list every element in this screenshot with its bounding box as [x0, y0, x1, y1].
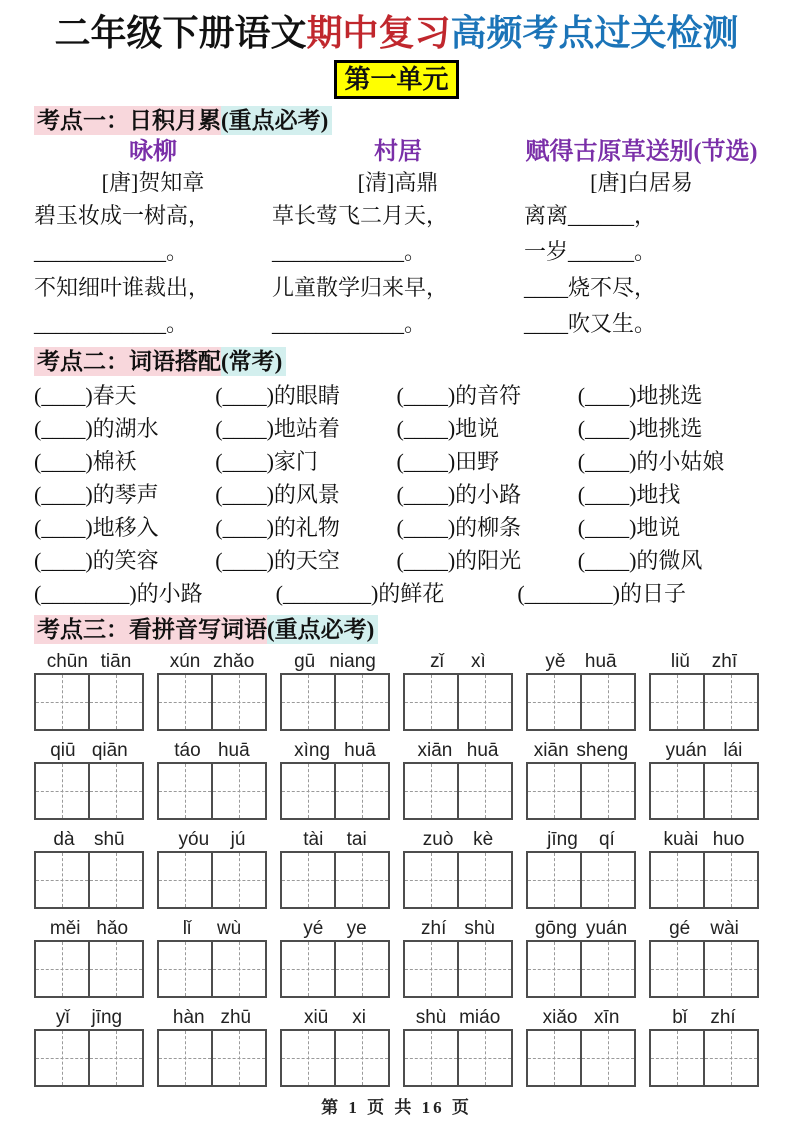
pinyin-item [403, 736, 513, 820]
pinyin-syllable: gū [294, 651, 316, 672]
writing-cell [703, 764, 757, 818]
poem [524, 138, 759, 342]
pinyin-label [403, 914, 513, 940]
writing-cell [651, 1031, 703, 1085]
pinyin-syllable: měi [49, 918, 81, 939]
pinyin-syllable: hàn [172, 1007, 205, 1028]
writing-cell [703, 853, 757, 907]
poem [272, 138, 524, 342]
pinyin-label [157, 825, 267, 851]
pinyin-label [403, 825, 513, 851]
word-item: (____)的笑容 [34, 548, 159, 573]
unit-badge: 第一单元 [334, 60, 458, 99]
page-title [34, 10, 759, 57]
pinyin-label [157, 736, 267, 762]
pinyin-syllable: huā [217, 740, 250, 761]
poem-title: 赋得古原草送别(节选) [525, 139, 758, 165]
pinyin-syllable: yuán [665, 740, 707, 761]
word-item: (____)地说 [577, 515, 681, 540]
writing-cell [36, 764, 88, 818]
writing-cell [36, 942, 88, 996]
pinyin-syllable: bǐ [672, 1007, 688, 1028]
writing-cell [159, 675, 211, 729]
pinyin-item [157, 825, 267, 909]
writing-grid [403, 673, 513, 731]
pinyin-item [157, 914, 267, 998]
pinyin-item [649, 825, 759, 909]
pinyin-label [649, 1003, 759, 1029]
writing-cell [88, 764, 142, 818]
writing-grid [526, 1029, 636, 1087]
poem-line: 碧玉妆成一树高， [34, 203, 211, 228]
poems-section [34, 138, 759, 342]
word-item: (____)的小路 [396, 482, 522, 507]
pinyin-syllable: tai [346, 829, 367, 850]
writing-cell [528, 1031, 580, 1085]
writing-cell [282, 1031, 334, 1085]
poem-line: 儿童散学归来早， [272, 275, 449, 300]
writing-grid [280, 851, 390, 909]
pinyin-syllable: xiān [533, 740, 569, 761]
pinyin-item [649, 647, 759, 731]
pinyin-syllable: zhí [421, 918, 447, 939]
writing-grid [157, 851, 267, 909]
writing-cell [528, 853, 580, 907]
pinyin-syllable: huo [712, 829, 745, 850]
pinyin-syllable: yóu [178, 829, 210, 850]
title-midterm-part: 期中复习 [306, 13, 451, 53]
writing-grid [403, 940, 513, 998]
word-item: (________)的鲜花 [275, 581, 445, 606]
pinyin-item [280, 1003, 390, 1087]
writing-cell [703, 1031, 757, 1085]
pinyin-syllable: zhǎo [213, 651, 255, 672]
pinyin-label [280, 647, 390, 673]
pinyin-item [34, 914, 144, 998]
writing-grid [649, 940, 759, 998]
pinyin-label [403, 1003, 513, 1029]
pinyin-item [649, 736, 759, 820]
writing-grid [280, 1029, 390, 1087]
pinyin-item [280, 914, 390, 998]
pinyin-item [526, 914, 636, 998]
pinyin-syllable: xi [352, 1007, 366, 1028]
writing-cell [405, 675, 457, 729]
word-item: (____)的音符 [396, 383, 522, 408]
pinyin-label [649, 647, 759, 673]
writing-grid [280, 762, 390, 820]
writing-cell [282, 675, 334, 729]
pinyin-syllable: shù [464, 918, 495, 939]
writing-cell [457, 764, 511, 818]
writing-cell [580, 675, 634, 729]
pinyin-item [34, 825, 144, 909]
writing-cell [211, 853, 265, 907]
word-item: (____)春天 [34, 383, 137, 408]
word-row [34, 544, 759, 577]
pinyin-syllable: chūn [46, 651, 88, 672]
pinyin-item [34, 1003, 144, 1087]
word-row [34, 445, 759, 478]
pinyin-syllable: huā [466, 740, 499, 761]
pinyin-label [34, 1003, 144, 1029]
pinyin-syllable: jīng [547, 829, 578, 850]
pinyin-syllable: kè [473, 829, 494, 850]
pinyin-syllable: xún [169, 651, 201, 672]
pinyin-syllable: liǔ [670, 651, 690, 672]
pinyin-syllable: xiǎo [542, 1007, 578, 1028]
word-item: (____)地挑选 [577, 416, 703, 441]
writing-cell [528, 942, 580, 996]
pinyin-syllable: qiū [50, 740, 76, 761]
pinyin-label [34, 736, 144, 762]
pinyin-syllable: gōng [534, 918, 578, 939]
writing-cell [159, 942, 211, 996]
section2-header-tag: (常考) [221, 347, 286, 376]
poem-line: ____烧不尽， [524, 275, 657, 300]
pinyin-item [526, 1003, 636, 1087]
poem-line: 不知细叶谁裁出， [34, 275, 211, 300]
pinyin-syllable: niang [329, 651, 376, 672]
writing-grid [157, 762, 267, 820]
writing-grid [157, 1029, 267, 1087]
pinyin-item [280, 647, 390, 731]
writing-cell [36, 675, 88, 729]
pinyin-syllable: dà [53, 829, 75, 850]
pinyin-item [526, 736, 636, 820]
writing-cell [282, 853, 334, 907]
pinyin-syllable: shū [93, 829, 125, 850]
writing-grid [157, 940, 267, 998]
pinyin-syllable: lái [723, 740, 743, 761]
word-item: (____)田野 [396, 449, 500, 474]
pinyin-item [157, 1003, 267, 1087]
pinyin-item [403, 914, 513, 998]
word-item: (____)的礼物 [215, 515, 340, 540]
pinyin-label [280, 914, 390, 940]
title-exam-part: 高频考点过关检测 [450, 13, 739, 53]
writing-cell [405, 1031, 457, 1085]
writing-grid [280, 673, 390, 731]
pinyin-item [649, 914, 759, 998]
writing-cell [88, 1031, 142, 1085]
writing-cell [36, 853, 88, 907]
writing-grid [649, 762, 759, 820]
section3-header [34, 614, 759, 645]
pinyin-syllable: shù [415, 1007, 447, 1028]
writing-grid [34, 851, 144, 909]
word-item: (____)地移入 [34, 515, 159, 540]
word-row-wide [34, 577, 759, 610]
word-item: (____)地站着 [215, 416, 340, 441]
pinyin-syllable: zhí [710, 1007, 736, 1028]
writing-grid [34, 673, 144, 731]
pinyin-syllable: qiān [91, 740, 128, 761]
unit-badge-row [34, 60, 759, 99]
pinyin-syllable: zhī [711, 651, 738, 672]
writing-cell [457, 675, 511, 729]
pinyin-label [526, 647, 636, 673]
writing-grid [526, 762, 636, 820]
writing-cell [334, 1031, 388, 1085]
section2-header [34, 346, 759, 377]
pinyin-item [526, 825, 636, 909]
section1-header-text: 考点一：日积月累 [34, 106, 221, 135]
pinyin-label [526, 914, 636, 940]
pinyin-syllable: qí [598, 829, 615, 850]
section1-header [34, 105, 759, 136]
pinyin-syllable: yuán [585, 918, 628, 939]
poem-author: [唐]白居易 [590, 170, 693, 195]
writing-cell [580, 942, 634, 996]
writing-grid [526, 851, 636, 909]
word-item: (____)家门 [215, 449, 318, 474]
poem [34, 138, 272, 342]
pinyin-label [280, 1003, 390, 1029]
writing-cell [457, 942, 511, 996]
writing-cell [703, 942, 757, 996]
word-item: (____)的天空 [215, 548, 340, 573]
writing-cell [334, 942, 388, 996]
word-item: (________)的日子 [517, 581, 686, 606]
writing-cell [457, 853, 511, 907]
pinyin-item [280, 825, 390, 909]
pinyin-label [34, 825, 144, 851]
pinyin-syllable: huā [584, 651, 617, 672]
pinyin-item [649, 1003, 759, 1087]
pinyin-syllable: hǎo [96, 918, 129, 939]
pinyin-label [280, 825, 390, 851]
pinyin-item [280, 736, 390, 820]
pinyin-label [403, 647, 513, 673]
writing-grid [280, 940, 390, 998]
word-item: (____)的风景 [215, 482, 340, 507]
pinyin-label [157, 647, 267, 673]
pinyin-label [649, 914, 759, 940]
pinyin-syllable: zhū [220, 1007, 252, 1028]
writing-grid [157, 673, 267, 731]
writing-grid [34, 1029, 144, 1087]
section3-header-text: 考点三：看拼音写词语 [34, 615, 267, 644]
writing-cell [88, 675, 142, 729]
pinyin-syllable: lǐ [182, 918, 192, 939]
pinyin-item [403, 1003, 513, 1087]
writing-cell [88, 853, 142, 907]
word-item: (____)棉袄 [34, 449, 137, 474]
pinyin-syllable: zuò [422, 829, 454, 850]
pinyin-label [34, 647, 144, 673]
word-item: (____)的阳光 [396, 548, 522, 573]
pinyin-label [526, 736, 636, 762]
writing-grid [34, 940, 144, 998]
writing-cell [405, 942, 457, 996]
writing-cell [282, 942, 334, 996]
writing-grid [526, 673, 636, 731]
writing-cell [528, 764, 580, 818]
pinyin-syllable: táo [174, 740, 201, 761]
poem-line: ____________。 [272, 311, 427, 336]
poem-line: ____________。 [34, 239, 189, 264]
pinyin-item [403, 647, 513, 731]
word-item: (____)的琴声 [34, 482, 159, 507]
poem-author: [唐]贺知章 [101, 170, 205, 195]
pinyin-label [280, 736, 390, 762]
writing-cell [211, 942, 265, 996]
pinyin-syllable: xīn [594, 1007, 620, 1028]
pinyin-syllable: ye [346, 918, 367, 939]
poem-author: [清]高鼎 [357, 170, 439, 195]
pinyin-item [157, 647, 267, 731]
pinyin-syllable: tiān [100, 651, 132, 672]
writing-cell [580, 764, 634, 818]
writing-cell [651, 764, 703, 818]
writing-cell [651, 675, 703, 729]
word-row [34, 379, 759, 412]
pinyin-label [157, 1003, 267, 1029]
pinyin-syllable: wù [216, 918, 242, 939]
title-grade-part: 二年级下册语文 [54, 13, 307, 53]
writing-cell [651, 853, 703, 907]
poem-line: ____________。 [34, 311, 189, 336]
section1-header-tag: (重点必考) [221, 106, 332, 135]
writing-cell [580, 1031, 634, 1085]
word-row [34, 412, 759, 445]
word-item: (____)的湖水 [34, 416, 159, 441]
pinyin-syllable: zǐ [430, 651, 444, 672]
pinyin-item [34, 736, 144, 820]
section3-header-tag: (重点必考) [267, 615, 378, 644]
writing-grid [649, 851, 759, 909]
writing-cell [703, 675, 757, 729]
writing-grid [649, 1029, 759, 1087]
pinyin-syllable: yě [545, 651, 566, 672]
pinyin-syllable: miáo [459, 1007, 501, 1028]
word-item: (____)地找 [577, 482, 681, 507]
pinyin-item [526, 647, 636, 731]
pinyin-syllable: jú [230, 829, 246, 850]
word-item: (____)地说 [396, 416, 500, 441]
writing-grid [526, 940, 636, 998]
writing-cell [334, 675, 388, 729]
word-row [34, 511, 759, 544]
word-item: (____)的微风 [577, 548, 703, 573]
pinyin-syllable: gé [669, 918, 691, 939]
pinyin-syllable: tài [303, 829, 324, 850]
writing-cell [211, 675, 265, 729]
poem-line: 离离______， [524, 203, 657, 228]
writing-cell [580, 853, 634, 907]
word-pairing-section [34, 379, 759, 610]
writing-grid [34, 762, 144, 820]
writing-grid [403, 851, 513, 909]
poem-line: 草长莺飞二月天， [272, 203, 449, 228]
pinyin-label [649, 736, 759, 762]
pinyin-syllable: xiū [303, 1007, 329, 1028]
writing-cell [457, 1031, 511, 1085]
writing-cell [405, 764, 457, 818]
writing-grid [403, 1029, 513, 1087]
pinyin-syllable: kuài [663, 829, 699, 850]
writing-cell [88, 942, 142, 996]
writing-cell [211, 1031, 265, 1085]
pinyin-syllable: sheng [576, 740, 629, 761]
pinyin-label [526, 825, 636, 851]
word-item: (____)地挑选 [577, 383, 703, 408]
writing-cell [405, 853, 457, 907]
writing-grid [403, 762, 513, 820]
writing-cell [282, 764, 334, 818]
poem-line: ____________。 [272, 239, 427, 264]
pinyin-label [34, 914, 144, 940]
pinyin-syllable: huā [344, 740, 376, 761]
writing-cell [528, 675, 580, 729]
poem-title: 咏柳 [129, 139, 177, 165]
pinyin-label [526, 1003, 636, 1029]
writing-cell [159, 853, 211, 907]
pinyin-syllable: yé [303, 918, 324, 939]
pinyin-syllable: xìng [294, 740, 331, 761]
writing-cell [211, 764, 265, 818]
section2-header-text: 考点二：词语搭配 [34, 347, 221, 376]
writing-cell [159, 1031, 211, 1085]
writing-grid [649, 673, 759, 731]
poem-line: ____吹又生。 [524, 311, 657, 336]
poem-title: 村居 [374, 139, 422, 165]
word-item: (____)的柳条 [396, 515, 522, 540]
pinyin-label [403, 736, 513, 762]
writing-cell [36, 1031, 88, 1085]
writing-cell [159, 764, 211, 818]
pinyin-syllable: xiān [417, 740, 453, 761]
writing-cell [651, 942, 703, 996]
pinyin-label [157, 914, 267, 940]
pinyin-item [157, 736, 267, 820]
word-row [34, 478, 759, 511]
pinyin-label [649, 825, 759, 851]
pinyin-syllable: wài [710, 918, 739, 939]
page-number: 第 1 页 共 16 页 [321, 1098, 472, 1117]
word-item: (________)的小路 [34, 581, 203, 606]
writing-cell [334, 764, 388, 818]
pinyin-syllable: xì [471, 651, 486, 672]
pinyin-syllable: jīng [91, 1007, 123, 1028]
pinyin-section [34, 647, 759, 1087]
word-item: (____)的眼睛 [215, 383, 340, 408]
pinyin-syllable: yǐ [55, 1007, 70, 1028]
writing-cell [334, 853, 388, 907]
poem-line: 一岁______。 [524, 239, 657, 264]
pinyin-item [34, 647, 144, 731]
pinyin-item [403, 825, 513, 909]
word-item: (____)的小姑娘 [577, 449, 725, 474]
